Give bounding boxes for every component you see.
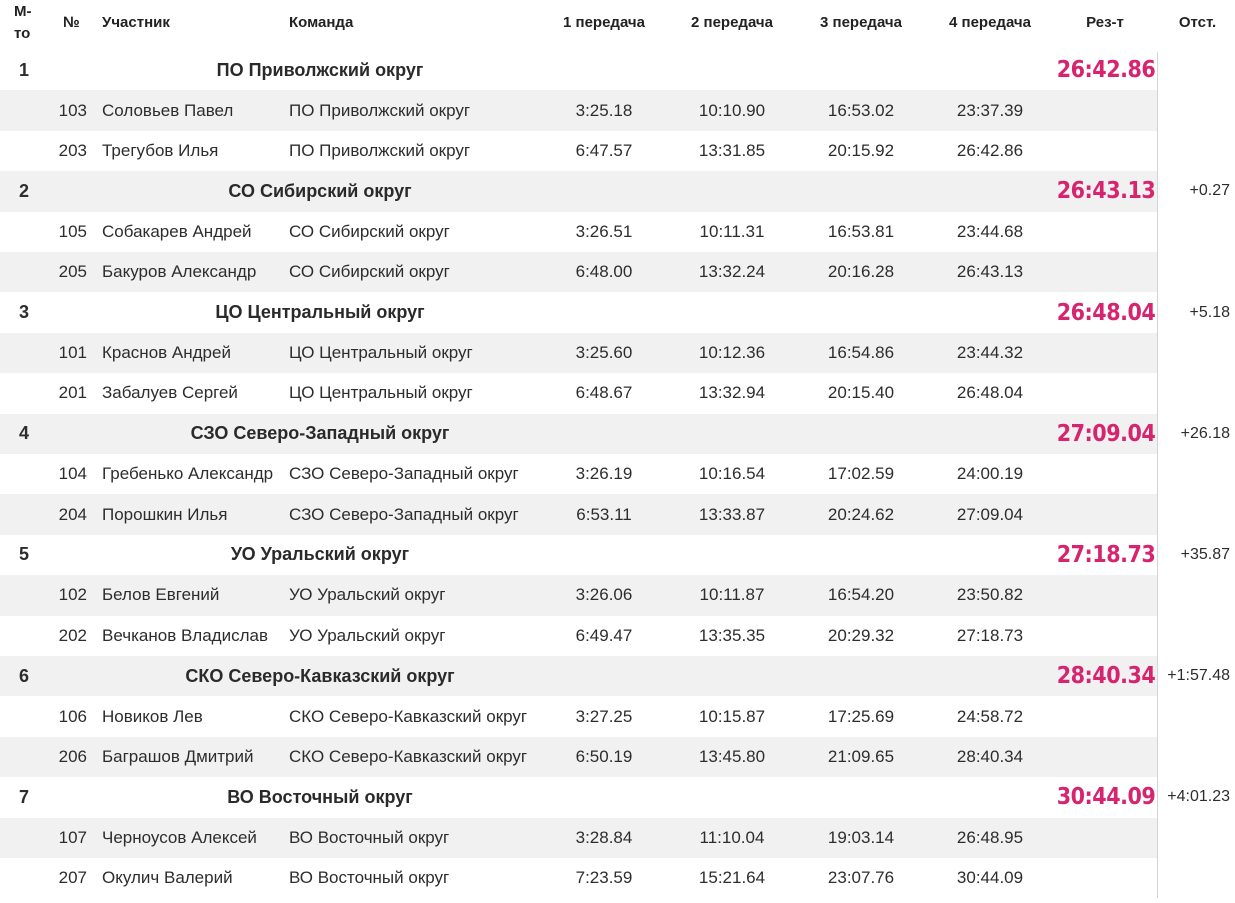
- leg-time-1: 6:47.57: [575, 140, 633, 160]
- leg-time-1: 3:25.18: [575, 100, 633, 120]
- leg-time-1: 3:26.19: [575, 464, 633, 484]
- leg-time-2: 11:10.04: [699, 827, 765, 847]
- participant-name: Трегубов Илья: [102, 140, 219, 160]
- leg-time-3: 16:54.86: [827, 342, 895, 362]
- team-row: [0, 292, 1230, 332]
- participant-number: 102: [58, 585, 87, 605]
- team-row: [0, 535, 1230, 575]
- leg-time-2: 10:11.87: [699, 585, 765, 605]
- table-row: [0, 131, 1157, 171]
- leg-time-3: 20:16.28: [827, 262, 895, 282]
- participant-number: 101: [58, 342, 87, 362]
- table-row: [0, 858, 1157, 898]
- leg-time-3: 17:25.69: [827, 706, 895, 726]
- participant-name: Вечканов Владислав: [102, 625, 268, 645]
- participant-team: СКО Северо-Кавказский округ: [289, 706, 528, 726]
- team-name: СКО Северо-Кавказский округ: [185, 665, 455, 686]
- participant-team: УО Уральский округ: [289, 585, 446, 605]
- leg-time-4: 24:58.72: [956, 706, 1024, 726]
- team-place: 7: [19, 786, 30, 807]
- participant-name: Гребенько Александр: [102, 464, 274, 484]
- team-place: 1: [19, 59, 30, 80]
- leg-time-2: 13:33.87: [698, 504, 766, 524]
- participant-name: Собакарев Андрей: [102, 221, 252, 241]
- leg-time-3: 16:53.81: [827, 221, 895, 241]
- team-name: ПО Приволжский округ: [216, 59, 424, 80]
- table-row: [0, 212, 1157, 252]
- participant-name: Забалуев Сергей: [102, 383, 238, 403]
- header-leg-4: 4 передача: [949, 14, 1031, 31]
- team-row: [0, 656, 1230, 696]
- leg-time-1: 3:27.25: [575, 706, 633, 726]
- team-name: УО Уральский округ: [230, 544, 410, 565]
- participant-team: СКО Северо-Кавказский округ: [289, 746, 528, 766]
- leg-time-1: 6:48.67: [575, 383, 633, 403]
- team-name: СЗО Северо-Западный округ: [190, 423, 450, 444]
- leg-time-3: 19:03.14: [827, 827, 895, 847]
- leg-time-1: 3:26.51: [575, 221, 633, 241]
- team-gap: +4:01.23: [1167, 788, 1230, 806]
- table-row: [0, 575, 1157, 615]
- participant-number: 105: [58, 221, 87, 241]
- table-header: [0, 0, 1217, 45]
- leg-time-4: 23:44.32: [956, 342, 1024, 362]
- leg-time-1: 6:48.00: [575, 262, 633, 282]
- team-result: 30:44.09: [1056, 784, 1156, 811]
- participant-number: 103: [58, 100, 87, 120]
- team-row: [0, 50, 1157, 90]
- table-row: [0, 737, 1157, 777]
- participant-name: Новиков Лев: [102, 706, 203, 726]
- team-gap: +5.18: [1189, 303, 1230, 321]
- leg-time-3: 20:15.40: [827, 383, 895, 403]
- participant-number: 204: [58, 504, 87, 524]
- table-row: [0, 90, 1157, 130]
- leg-time-4: 23:37.39: [956, 100, 1024, 120]
- team-row: [0, 414, 1230, 454]
- leg-time-4: 26:43.13: [956, 262, 1024, 282]
- leg-time-3: 21:09.65: [827, 746, 895, 766]
- team-place: 5: [19, 544, 30, 565]
- participant-name: Краснов Андрей: [102, 342, 231, 362]
- leg-time-2: 10:16.54: [698, 464, 766, 484]
- table-row: [0, 333, 1157, 373]
- header-gap: Отст.: [1178, 14, 1217, 31]
- participant-number: 206: [58, 746, 87, 766]
- leg-time-2: 10:12.36: [698, 342, 766, 362]
- leg-time-1: 6:50.19: [575, 746, 633, 766]
- leg-time-4: 27:09.04: [956, 504, 1024, 524]
- participant-name: Порошкин Илья: [102, 504, 228, 524]
- header-participant: Участник: [102, 14, 170, 31]
- participant-team: ПО Приволжский округ: [289, 140, 471, 160]
- leg-time-1: 3:28.84: [575, 827, 633, 847]
- leg-time-3: 20:24.62: [827, 504, 895, 524]
- participant-number: 106: [58, 706, 87, 726]
- team-result: 26:42.86: [1056, 57, 1156, 84]
- table-row: [0, 252, 1157, 292]
- participant-team: СО Сибирский округ: [289, 262, 450, 282]
- team-row: [0, 171, 1230, 211]
- team-place: 4: [19, 423, 30, 444]
- team-place: 6: [19, 665, 30, 686]
- participant-name: Бакуров Александр: [102, 262, 257, 282]
- team-name: ЦО Центральный округ: [215, 302, 425, 323]
- header-team: Команда: [289, 14, 354, 31]
- leg-time-4: 26:48.04: [956, 383, 1024, 403]
- leg-time-3: 20:15.92: [827, 140, 895, 160]
- team-result: 26:48.04: [1056, 299, 1156, 326]
- leg-time-2: 13:31.85: [698, 140, 766, 160]
- header-leg-3: 3 передача: [820, 14, 902, 31]
- leg-time-3: 20:29.32: [827, 625, 895, 645]
- participant-number: 107: [58, 827, 87, 847]
- team-gap: +1:57.48: [1167, 667, 1230, 685]
- participant-number: 207: [58, 868, 87, 888]
- participant-number: 201: [58, 383, 87, 403]
- leg-time-2: 13:32.94: [698, 383, 766, 403]
- participant-team: ЦО Центральный округ: [289, 342, 473, 362]
- leg-time-2: 10:11.31: [699, 221, 765, 241]
- participant-name: Окулич Валерий: [102, 868, 233, 888]
- leg-time-4: 26:48.95: [956, 827, 1024, 847]
- table-row: [0, 454, 1157, 494]
- leg-time-1: 3:26.06: [575, 585, 633, 605]
- leg-time-4: 23:50.82: [956, 585, 1024, 605]
- leg-time-1: 7:23.59: [575, 868, 633, 888]
- participant-number: 202: [58, 625, 87, 645]
- team-result: 26:43.13: [1056, 178, 1156, 205]
- table-row: [0, 696, 1157, 736]
- leg-time-4: 26:42.86: [956, 140, 1024, 160]
- header-number: №: [63, 14, 80, 31]
- participant-team: СЗО Северо-Западный округ: [289, 504, 519, 524]
- participant-team: ЦО Центральный округ: [289, 383, 473, 403]
- header-place: М-то: [14, 2, 32, 42]
- leg-time-1: 6:49.47: [575, 625, 633, 645]
- participant-team: ВО Восточный округ: [289, 868, 450, 888]
- leg-time-3: 23:07.76: [827, 868, 895, 888]
- column-divider: [1157, 52, 1158, 898]
- table-row: [0, 494, 1157, 534]
- participant-team: СО Сибирский округ: [289, 221, 450, 241]
- participant-name: Черноусов Алексей: [102, 827, 257, 847]
- team-result: 27:09.04: [1056, 420, 1156, 447]
- team-name: ВО Восточный округ: [227, 786, 413, 807]
- leg-time-4: 27:18.73: [956, 625, 1024, 645]
- leg-time-1: 6:53.11: [576, 504, 632, 524]
- participant-name: Соловьев Павел: [102, 100, 234, 120]
- participant-team: ВО Восточный округ: [289, 827, 450, 847]
- team-gap: [1160, 50, 1230, 90]
- participant-team: УО Уральский округ: [289, 625, 446, 645]
- team-gap: +0.27: [1189, 182, 1230, 200]
- participant-team: ПО Приволжский округ: [289, 100, 471, 120]
- team-gap: +35.87: [1180, 545, 1230, 563]
- leg-time-3: 16:54.20: [827, 585, 895, 605]
- team-place: 2: [19, 180, 30, 201]
- header-leg-1: 1 передача: [563, 14, 645, 31]
- leg-time-2: 13:45.80: [698, 746, 766, 766]
- leg-time-3: 16:53.02: [827, 100, 895, 120]
- leg-time-2: 10:15.87: [698, 706, 766, 726]
- team-gap: +26.18: [1180, 424, 1230, 442]
- participant-name: Белов Евгений: [102, 585, 220, 605]
- leg-time-2: 13:32.24: [698, 262, 766, 282]
- leg-time-2: 10:10.90: [698, 100, 766, 120]
- participant-number: 104: [58, 464, 87, 484]
- leg-time-4: 23:44.68: [956, 221, 1024, 241]
- participant-number: 205: [58, 262, 87, 282]
- leg-time-4: 24:00.19: [956, 464, 1024, 484]
- header-leg-2: 2 передача: [691, 14, 773, 31]
- leg-time-4: 30:44.09: [956, 868, 1024, 888]
- participant-number: 203: [58, 140, 87, 160]
- leg-time-2: 15:21.64: [698, 868, 766, 888]
- leg-time-4: 28:40.34: [956, 746, 1024, 766]
- leg-time-2: 13:35.35: [698, 625, 766, 645]
- leg-time-1: 3:25.60: [575, 342, 633, 362]
- team-result: 28:40.34: [1056, 663, 1156, 690]
- participant-name: Баграшов Дмитрий: [102, 746, 254, 766]
- table-row: [0, 818, 1157, 858]
- leg-time-3: 17:02.59: [827, 464, 895, 484]
- team-name: СО Сибирский округ: [228, 180, 412, 201]
- table-row: [0, 616, 1157, 656]
- header-result: Рез-т: [1086, 14, 1124, 31]
- team-place: 3: [19, 302, 30, 323]
- team-result: 27:18.73: [1056, 541, 1156, 568]
- participant-team: СЗО Северо-Западный округ: [289, 464, 519, 484]
- team-row: [0, 777, 1230, 817]
- table-row: [0, 373, 1157, 413]
